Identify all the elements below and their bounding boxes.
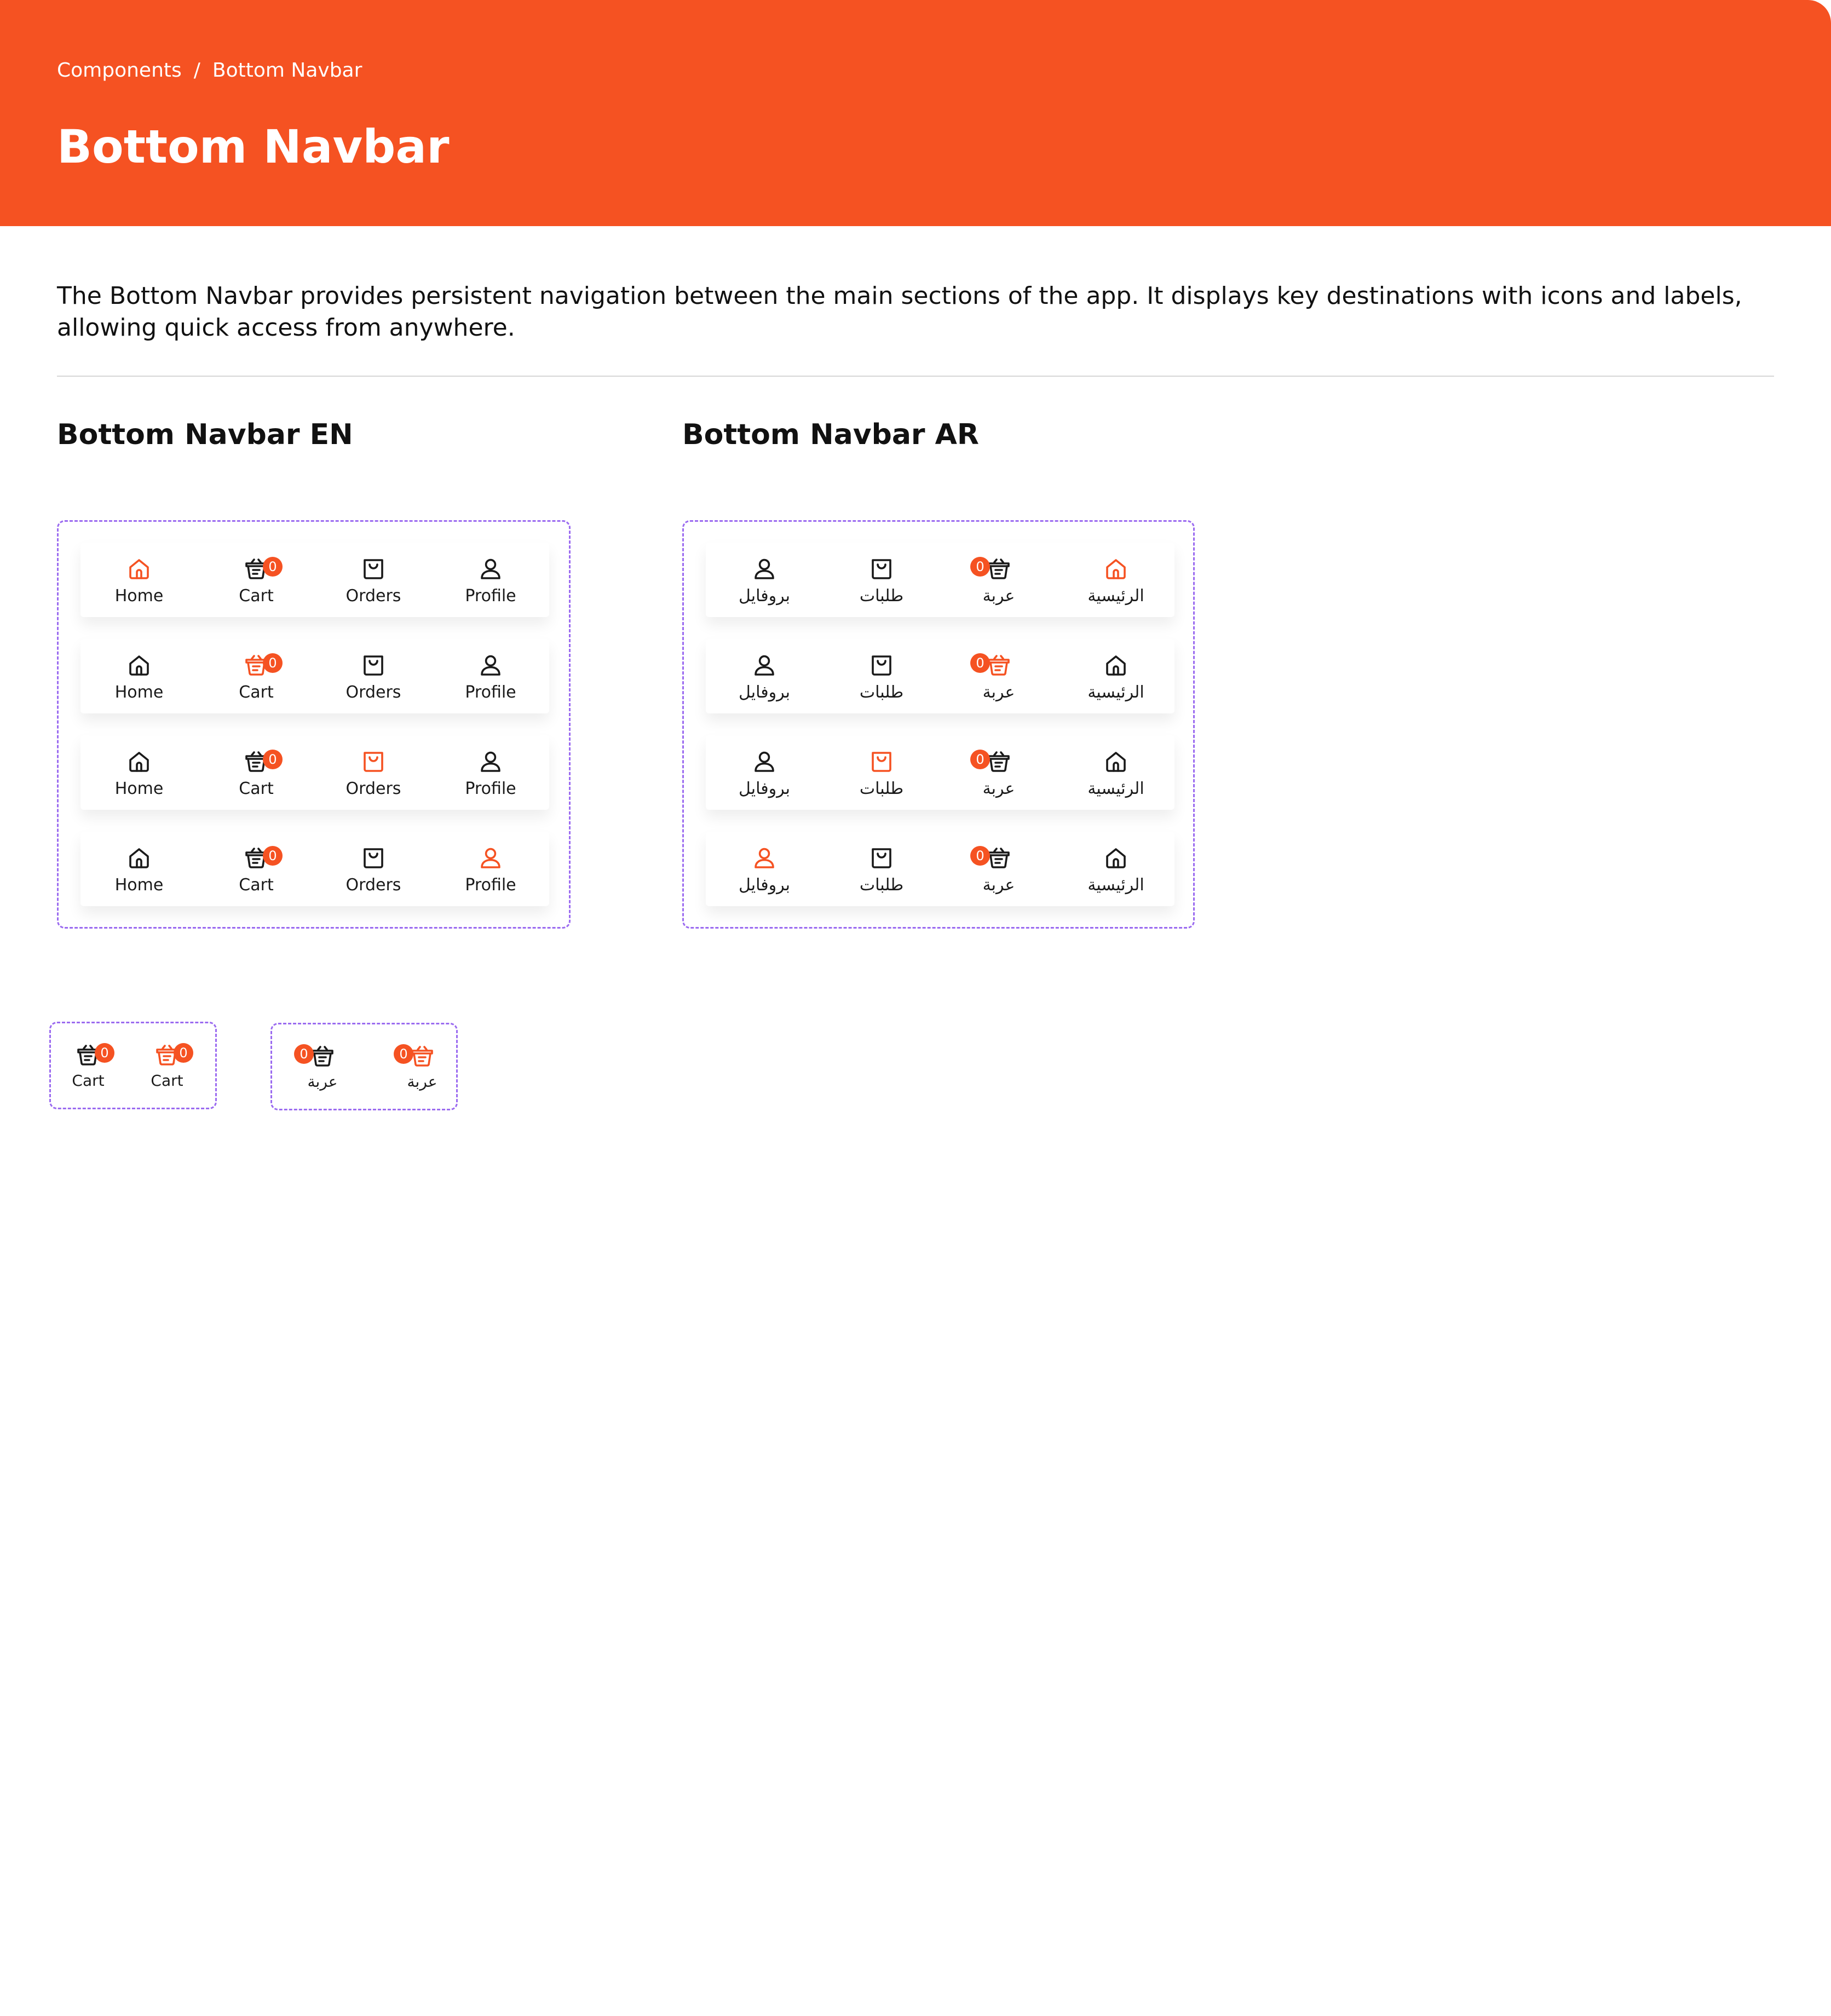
nav-item-cart[interactable]: [940, 735, 1057, 810]
cart-icon: [243, 845, 277, 871]
breadcrumb: [57, 59, 362, 82]
cart-count-badge: 0: [263, 557, 283, 577]
nav-label-cart: Cart: [239, 779, 274, 798]
cart-count-badge: 0: [970, 750, 990, 769]
cart-count-badge: 0: [394, 1044, 413, 1064]
cart-icon: [75, 1042, 109, 1068]
bag-icon: [868, 652, 895, 678]
nav-label-profile: بروفايل: [739, 683, 790, 702]
bag-icon: [360, 845, 387, 871]
cart-icon: [243, 748, 277, 775]
nav-item-profile[interactable]: [706, 832, 823, 906]
nav-item-orders[interactable]: [315, 735, 432, 810]
nav-item-orders[interactable]: [823, 832, 940, 906]
nav-item-profile[interactable]: [432, 832, 549, 906]
cart-count-badge: 0: [263, 846, 283, 866]
bag-icon: [868, 748, 895, 775]
nav-item-orders[interactable]: [315, 639, 432, 713]
cart-variant-active[interactable]: [389, 1043, 455, 1091]
cart-variant-default[interactable]: [55, 1042, 121, 1090]
bottom-navbar-en-active-cart: [80, 639, 549, 713]
nav-item-home[interactable]: [1057, 735, 1174, 810]
cart-ar-variants-frame: [270, 1023, 458, 1110]
nav-item-orders[interactable]: [315, 543, 432, 617]
bottom-navbar-en-active-orders: [80, 735, 549, 810]
nav-item-orders[interactable]: [823, 639, 940, 713]
nav-item-cart[interactable]: [940, 832, 1057, 906]
user-icon: [751, 845, 778, 871]
navbar-ar-variants-frame: [682, 520, 1195, 929]
nav-label-home: الرئيسية: [1087, 875, 1144, 895]
nav-item-profile[interactable]: [432, 543, 549, 617]
nav-label-cart: عربة: [982, 875, 1015, 895]
nav-label-home: Home: [114, 779, 164, 798]
section-title-en: Bottom Navbar EN: [57, 418, 353, 451]
nav-item-cart[interactable]: [940, 639, 1057, 713]
page-header: [0, 0, 1831, 226]
nav-item-profile[interactable]: [432, 639, 549, 713]
user-icon: [477, 556, 504, 582]
nav-item-profile[interactable]: [706, 543, 823, 617]
nav-label-home: الرئيسية: [1087, 683, 1144, 702]
cart-count-badge: 0: [263, 653, 283, 673]
user-icon: [751, 748, 778, 775]
bag-icon: [360, 748, 387, 775]
nav-item-orders[interactable]: [823, 543, 940, 617]
cart-count-badge: 0: [263, 750, 283, 769]
nav-label-orders: طلبات: [859, 779, 904, 798]
bag-icon: [360, 652, 387, 678]
cart-icon: [243, 556, 277, 582]
cart-icon: [243, 652, 277, 678]
home-icon: [126, 845, 152, 871]
navbar-en-variants-frame: [57, 520, 571, 929]
cart-icon: [300, 1043, 336, 1069]
home-icon: [1103, 748, 1129, 775]
bottom-navbar-ar-active-home: [706, 543, 1174, 617]
home-icon: [126, 748, 152, 775]
home-icon: [126, 652, 152, 678]
cart-variant-label: عربة: [407, 1073, 437, 1091]
breadcrumb-separator: /: [193, 59, 200, 82]
bag-icon: [868, 556, 895, 582]
nav-item-profile[interactable]: [706, 639, 823, 713]
nav-item-cart[interactable]: [940, 543, 1057, 617]
cart-variant-active[interactable]: [134, 1042, 200, 1090]
bottom-navbar-ar-active-profile: [706, 832, 1174, 906]
nav-label-profile: Profile: [465, 875, 516, 895]
home-icon: [126, 556, 152, 582]
nav-item-home[interactable]: [1057, 639, 1174, 713]
bottom-navbar-ar-active-cart: [706, 639, 1174, 713]
nav-label-home: الرئيسية: [1087, 586, 1144, 606]
user-icon: [751, 556, 778, 582]
nav-label-orders: Orders: [346, 683, 401, 702]
cart-count-badge: 0: [174, 1043, 193, 1063]
nav-item-orders[interactable]: [315, 832, 432, 906]
nav-item-cart[interactable]: [198, 735, 315, 810]
nav-label-profile: Profile: [465, 779, 516, 798]
page-description: The Bottom Navbar provides persistent navigation between the main sections of the app. It displays key destinations with icons and labels, allowing quick access from anywhere.: [57, 282, 1742, 342]
nav-item-orders[interactable]: [823, 735, 940, 810]
nav-label-profile: Profile: [465, 586, 516, 606]
bottom-navbar-en-active-profile: [80, 832, 549, 906]
cart-variant-label: Cart: [151, 1072, 183, 1090]
home-icon: [1103, 652, 1129, 678]
nav-label-orders: Orders: [346, 779, 401, 798]
nav-item-profile[interactable]: [432, 735, 549, 810]
cart-count-badge: 0: [970, 846, 990, 866]
nav-item-home[interactable]: [80, 735, 198, 810]
cart-variant-label: Cart: [72, 1072, 105, 1090]
cart-icon: [976, 748, 1012, 775]
nav-item-cart[interactable]: [198, 832, 315, 906]
cart-icon: [154, 1042, 188, 1068]
home-icon: [1103, 845, 1129, 871]
nav-item-cart[interactable]: [198, 639, 315, 713]
page-title: Bottom Navbar: [57, 120, 450, 174]
nav-item-cart[interactable]: [198, 543, 315, 617]
home-icon: [1103, 556, 1129, 582]
cart-icon: [976, 556, 1012, 582]
bottom-navbar-ar-active-orders: [706, 735, 1174, 810]
cart-count-badge: 0: [970, 557, 990, 577]
cart-variant-default[interactable]: [290, 1043, 355, 1091]
nav-label-cart: Cart: [239, 683, 274, 702]
nav-label-orders: Orders: [346, 586, 401, 606]
cart-variant-label: عربة: [307, 1073, 338, 1091]
nav-label-orders: Orders: [346, 875, 401, 895]
breadcrumb-root-link[interactable]: Components: [57, 59, 182, 82]
nav-label-home: Home: [114, 875, 164, 895]
cart-en-variants-frame: [49, 1022, 217, 1109]
divider: [57, 376, 1774, 377]
cart-icon: [976, 652, 1012, 678]
nav-label-cart: Cart: [239, 875, 274, 895]
nav-item-home[interactable]: [80, 639, 198, 713]
nav-label-cart: عربة: [982, 779, 1015, 798]
nav-item-profile[interactable]: [706, 735, 823, 810]
user-icon: [477, 845, 504, 871]
section-title-ar: Bottom Navbar AR: [682, 418, 979, 451]
nav-item-home[interactable]: [80, 832, 198, 906]
nav-label-home: الرئيسية: [1087, 779, 1144, 798]
cart-icon: [399, 1043, 435, 1069]
nav-label-profile: بروفايل: [739, 875, 790, 895]
bag-icon: [360, 556, 387, 582]
nav-item-home[interactable]: [1057, 543, 1174, 617]
nav-label-cart: عربة: [982, 586, 1015, 606]
nav-label-home: Home: [114, 683, 164, 702]
user-icon: [477, 748, 504, 775]
user-icon: [751, 652, 778, 678]
nav-label-profile: Profile: [465, 683, 516, 702]
nav-label-profile: بروفايل: [739, 586, 790, 606]
nav-label-orders: طلبات: [859, 683, 904, 702]
breadcrumb-current: Bottom Navbar: [212, 59, 362, 82]
nav-item-home[interactable]: [1057, 832, 1174, 906]
nav-label-profile: بروفايل: [739, 779, 790, 798]
cart-count-badge: 0: [294, 1044, 314, 1064]
nav-item-home[interactable]: [80, 543, 198, 617]
user-icon: [477, 652, 504, 678]
nav-label-orders: طلبات: [859, 875, 904, 895]
nav-label-cart: Cart: [239, 586, 274, 606]
nav-label-home: Home: [114, 586, 164, 606]
cart-count-badge: 0: [970, 653, 990, 673]
nav-label-orders: طلبات: [859, 586, 904, 606]
bag-icon: [868, 845, 895, 871]
cart-icon: [976, 845, 1012, 871]
bottom-navbar-en-active-home: [80, 543, 549, 617]
nav-label-cart: عربة: [982, 683, 1015, 702]
cart-count-badge: 0: [95, 1043, 114, 1063]
